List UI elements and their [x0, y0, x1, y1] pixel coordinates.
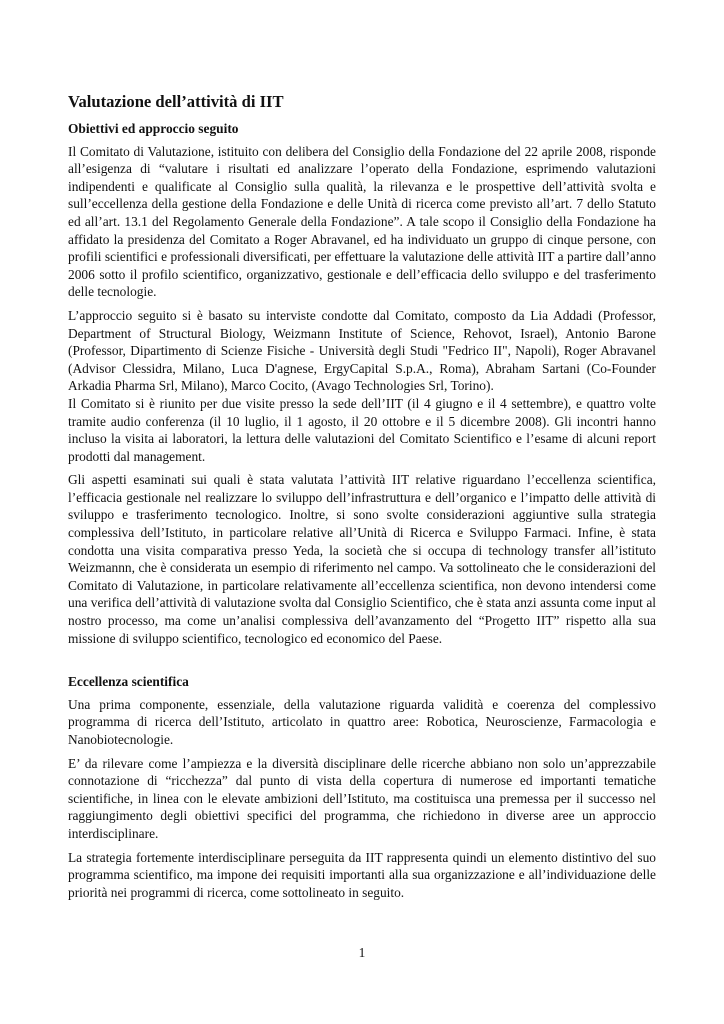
section-heading-excellence: Eccellenza scientifica — [68, 674, 189, 690]
paragraph-strategy: La strategia fortemente interdisciplinare perseguita da IIT rappresenta quindi un elemento distintivo del suo programma scientifico, ma impone dei requisiti importanti alla sua organizzazione e all’individuazione delle priorità nei programmi di ricerca, come sottolineato in seguito. — [68, 849, 656, 900]
paragraph-aspects: Gli aspetti esaminati sui quali è stata valutata l’attività IIT relative riguardano l’eccellenza scientifica, l’efficacia gestionale nel realizzare lo sviluppo dell’infrastruttura e dell’organico e l’impatto delle attività di sviluppo e trasferimento tecnologico. Inoltre, si sono svolte considerazioni aggiuntive sulla strategia complessiva dell’Istituto, in particolare relative all’Unità di Ricerca e Sviluppo Farmaci. Infine, è stata condotta una visita comparativa presso Yeda, la società che si occupa di technology transfer all’istituto Weizmannn, che è considerata un esempio di riferimento nel campo. Va sottolineato che le considerazioni del Comitato di Valutazione, in particolare relativamente all’eccellenza scientifica, non devono intendersi come una verifica dell’attività di valutazione svolta dal Consiglio Scientifico, che è stata anzi assunta come input al nostro processo, ma come un’analisi complessiva dell’avanzamento del “Progetto IIT” rispetto alla sua missione di sviluppo scientifico, tecnologico ed economico del Paese. — [68, 472, 656, 646]
page-number: 1 — [358, 945, 366, 960]
paragraph-committee: Il Comitato di Valutazione, istituito con delibera del Consiglio della Fondazione del 22 aprile 2008, risponde all’esigenza di “valutare i risultati ed analizzare l’operato della Fondazione, esprimendo valutazioni indipendenti e qualificate al Consiglio sulla qualità, la rilevanza e le prospettive dell’attività svolta e sull’eccellenza della gestione della Fondazione e delle Unità di ricerca come previsto all’art. 7 dello Statuto ed all’art. 13.1 del Regolamento Generale della Fondazione”. A tale scopo il Consiglio della Fondazione ha affidato la presidenza del Comitato a Roger Abravanel, ed ha individuato un gruppo di cinque persone, con profili scientifici e professionali diversificati, per effettuare la valutazione delle attività IIT a partire dall’anno 2006 sotto il profilo scientifico, organizzativo, gestionale e dell’efficacia dello sviluppo e del trasferimento delle tecnologie. — [68, 143, 656, 300]
document-title: Valutazione dell’attività di IIT — [68, 92, 284, 111]
paragraph-approach: L’approccio seguito si è basato su interviste condotte dal Comitato, composto da Lia Addadi (Professor, Department of Structural Biology, Weizmann Institute of Science, Rehovot, Israel), Antonio Barone (Professor, Dipartimento di Scienze Fisiche - Università degli Studi "Fedrico II", Napoli), Roger Abravanel (Advisor Clessidra, Milano, Luca D'agnese, ErgyCapital S.p.A., Roma), Abraham Sartani (Co-Founder Arkadia Pharma Srl, Milano), Marco Cocito, (Avago Technologies Srl, Torino). — [68, 307, 656, 394]
section-heading-objectives: Obiettivi ed approccio seguito — [68, 121, 239, 136]
paragraph-breadth: E’ da rilevare come l’ampiezza e la diversità disciplinare delle ricerche abbiano non solo un’apprezzabile connotazione di “ricchezza” dal punto di vista della copertura di numerose ed importanti tematiche scientifiche, in linea con le elevate ambizioni dell’Istituto, ma costituisca una premessa per il successo nel raggiungimento degli obiettivi specifici del programma, che richiedono in diverse aree un approccio interdisciplinare. — [68, 755, 656, 841]
paragraph-program: Una prima componente, essenziale, della valutazione riguarda validità e coerenza del complessivo programma di ricerca dell’Istituto, articolato in quattro aree: Robotica, Neuroscienze, Farmacologia e Nanobiotecnologie. — [68, 696, 656, 747]
paragraph-meetings: Il Comitato si è riunito per due visite presso la sede dell’IIT (il 4 giugno e il 4 settembre), e quattro volte tramite audio conferenza (il 10 luglio, il 1 agosto, il 20 ottobre e il 5 dicembre 2008). Gli incontri hanno incluso la visita ai laboratori, la lettura delle valutazioni del Comitato Scientifico e l’esame di alcuni report prodotti dal management. — [68, 395, 656, 464]
document-page — [68, 92, 656, 901]
